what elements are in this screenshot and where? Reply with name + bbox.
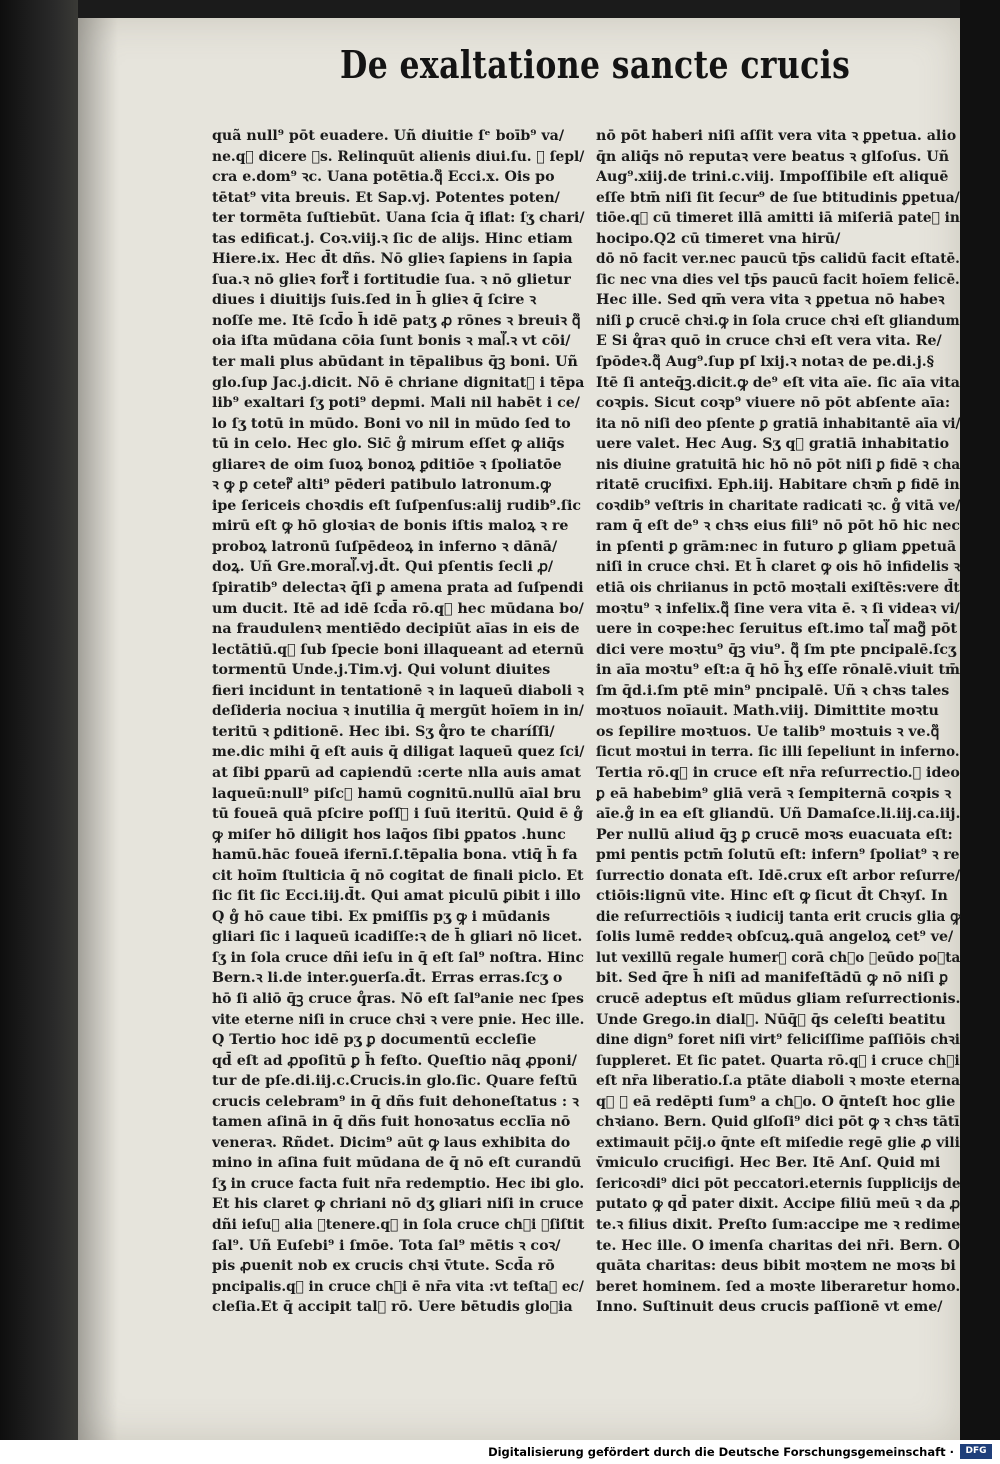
text-line: na fraudulenꝛ mentiēdo decipiūt aīas in eis de: [212, 621, 580, 638]
dfg-logo: DFG: [960, 1444, 992, 1459]
text-line: moꝛtuos noīauit. Math.viij. Dimittite moꝛtu: [596, 703, 939, 720]
text-line: pmi pentis pctm̄ ſolutū eſt: infern⁹ ſpoliat⁹ ꝛ re: [596, 847, 960, 864]
text-line: hocipo.Q2 cū timeret vna hirū/: [596, 230, 841, 247]
text-line: tas edificat.j. Coꝛ.viij.ꝛ ſic de alijs. Hinc etiam: [212, 230, 573, 247]
text-line: noſſe me. Itē ſcd̄o h̄ idē patʒ ꝓ rōnes ꝛ breuiꝛ q᷑: [212, 312, 581, 329]
text-line: ſal⁹. Uñ Euſebi⁹ i ſmōe. Tota ſal⁹ mētis ꝛ coꝛ/: [212, 1237, 561, 1254]
text-line: mirū eſt ꝙ hō gloꝛiaꝛ de bonis iſtis maloꝝ ꝛ re: [212, 518, 569, 535]
text-line: aīe.g̊ in ea eſt gliandū. Uñ Damaſce.li.iij.ca.iij.: [596, 806, 961, 823]
text-line: te.ꝛ filius dixit. Preſto ſum:accipe me ꝛ redime: [596, 1216, 961, 1233]
text-line: uere valet. Hec Aug. Sʒ q᷑ gratiā inhabitatio: [596, 436, 950, 453]
text-line: Aug⁹.xiij.de trini.c.viij. Impoſſibile eſt aliquē: [596, 169, 949, 186]
text-line: eſt nr̄a liberatio.ſ.a ptāte diaboli ꝛ moꝛte eterna: [596, 1073, 960, 1090]
text-line: proboꝝ latronū ſuſpēdeoꝝ in inferno ꝛ dānā/: [212, 538, 558, 555]
text-line: ſʒ in cruce facta fuit nr̄a redemptio. Hec ibi glo.: [212, 1175, 585, 1192]
text-line: os ſepilire moꝛtuos. Ue talib⁹ moꝛtuis ꝛ ve.q᷑: [596, 723, 940, 740]
text-line: ter tormēta ſuſtiebūt. Uana ſcia q̄ iflat: ſʒ chari/: [212, 210, 585, 227]
text-line: Tertia rō.q᷑ in cruce eſt nr̄a reſurrectio.ꝛ ideo: [596, 764, 960, 781]
page-heading: De exaltatione sancte crucis: [340, 42, 851, 87]
text-line: in pſenti ꝑ grām:nec in futuro ꝑ gliam ꝑpetuā: [596, 538, 957, 555]
text-line: um ducit. Itē ad idē ſcd̄a rō.q᷑ hec mūdana bo/: [212, 600, 584, 617]
text-line: tormentū Unde.j.Tim.vj. Qui volunt diuites: [212, 662, 551, 679]
text-line: dō nō facit ver.nec paucū tp̄s calidū facit eſtatē.: [596, 251, 960, 268]
text-line: moꝛtu⁹ ꝛ infelix.q᷑ ſine vera vita ē. ꝛ ſi videaꝛ vi/: [596, 600, 960, 617]
text-line: tur de pſe.di.iij.c.Crucis.in glo.ſic. Quare feſtū: [212, 1073, 578, 1090]
text-line: ſuppleret. Et ſic patet. Quarta rō.q᷑ i cruce chꝛi: [596, 1052, 960, 1069]
text-line: diues i diuitijs ſuis.ſed in h̄ glieꝛ q̄ ſcire ꝛ: [212, 292, 537, 309]
text-line: glo.ſup Jac.j.dicit. Nō ē chriane dignitat᷑ i tēpa: [212, 374, 585, 391]
text-line: coꝛpis. Sicut coꝛp⁹ viuere nō pōt abſente aīa:: [596, 395, 951, 412]
text-line: bit. Sed q̄re h̄ niſi ad manifeſtādū ꝙ nō niſi ꝑ: [596, 970, 948, 987]
text-line: ſpōdeꝛ.q᷑ Aug⁹.ſup pſ lxij.ꝛ notaꝛ de pe.di.j.§: [596, 354, 935, 371]
text-line: Hiere.ix. Hec d̄t dñs. Nō glieꝛ ſapiens in ſapia: [212, 251, 573, 268]
text-line: me.dic mihi q̄ eſt auis q̄ diligat laqueū quez ſci/: [212, 744, 585, 761]
text-line: ne.q᷑ dicere ꝓs. Relinquūt alienis diui.ſu. ꝛ ſepl/: [212, 148, 585, 165]
text-line: lut vexillū regale humer᷑ corā chꝛo ꝑeūdo poꝛta: [596, 949, 961, 966]
book-spine-shadow: [0, 0, 78, 1440]
text-line: crucis celebram⁹ in q̄ dñs fuit dehoneſtatus : ꝛ: [212, 1093, 579, 1110]
text-line: extimauit pc̄ij.o q̄nte eſt miſedie regē glie ꝓ vili: [596, 1134, 960, 1151]
text-line: beret hominem. ſed a moꝛte liberaretur homo.: [596, 1278, 961, 1295]
text-line: mino in aſina fuit mūdana de q̄ nō eſt curandū: [212, 1155, 582, 1172]
text-line: ram q̄ eſt de⁹ ꝛ chꝛs eius fili⁹ nō pōt hō hic nec: [596, 518, 960, 535]
gutter-shadow: [78, 18, 118, 1440]
text-line: tū foueā quā pſcire poſſ᷑ i ſuū iteritū. Quid ē g̊: [212, 806, 584, 823]
scan-border: [960, 0, 1000, 1440]
text-line: ſic ſit ſic Ecci.iij.d̄t. Qui amat piculū ꝑibit i illo: [212, 888, 581, 905]
text-line: crucē adeptus eſt mūdus gliam reſurrectionis.: [596, 990, 961, 1007]
text-line: Itē ſi anteq̄ꝫ.dicit.ꝙ de⁹ eſt vita aīe. ſic aīa vita: [596, 374, 960, 391]
text-line: quã null⁹ pōt euadere. Uñ diuitie ſᵉ boīb⁹ va/: [212, 128, 565, 144]
text-line: fieri incidunt in tentationē ꝛ in laqueū diaboli ꝛ: [212, 682, 584, 699]
text-line: hō ſi aliō q̄ꝫ cruce q̊ras. Nō eſt ſal⁹anie nec ſpes: [212, 990, 584, 1007]
text-line: cra e.dom⁹ ꝛc. Uana potētia.q᷑ Ecci.x. Ois po: [212, 169, 555, 186]
text-line: ꝑ eā habebim⁹ gliā verā ꝛ ſempiternā coꝛpis ꝛ: [596, 785, 952, 802]
text-line: Unde Grego.in dial᷑. Nūq̄ꝫ q̄s celeſti beatitu: [596, 1011, 946, 1028]
text-line: ſolis lumē reddeꝛ obſcuꝝ.quā angeloꝝ cet⁹ ve/: [596, 929, 954, 946]
text-line: deſideria nociua ꝛ inutilia q̄ mergūt hoīem in in/: [212, 703, 584, 720]
text-line: coꝛdib⁹ veſtris in charitate radicati ꝛc. g̊ vitā ve/: [596, 497, 961, 514]
text-line: laqueū:null⁹ piſc᷑ hamū cognitū.nullū aīal bru: [212, 785, 582, 802]
text-line: uere in coꝛpe:hec ſeruitus eſt.imo tal᷑ mag᷑ pōt: [596, 621, 958, 638]
text-line: dici vere moꝛtu⁹ q̄ꝫ viu⁹. q᷑ ſm pte pncipalē.ſcʒ: [596, 641, 957, 658]
text-line: ſʒ in ſola cruce dñi ieſu in q̄ eſt ſal⁹ noſtra. Hinc: [212, 949, 584, 966]
text-line: tamen aſinā in q̄ dñs fuit honoꝛatus ecclīa nō: [212, 1114, 571, 1131]
text-line: gliareꝛ de oim ſuoꝝ bonoꝝ ꝑditiōe ꝛ ſpoliatōe: [212, 456, 562, 473]
text-line: oia iſta mūdana cōia ſunt bonis ꝛ mal᷑.ꝛ vt cōi/: [212, 333, 571, 350]
text-line: lectātiū.q᷑ ſub ſpecie boni illaqueant ad eternū: [212, 641, 585, 658]
text-line: pis ꝓuenit nob ex crucis chꝛi v̄tute. Scd̄a rō: [212, 1258, 555, 1275]
text-line: chꝛiano. Bern. Quid glſoſi⁹ dici pōt ꝙ ꝛ chꝛs tātī: [596, 1114, 960, 1131]
text-line: eſſe btm̄ niſi ſit ſecur⁹ de ſue btitudinis ꝑpetua/: [596, 189, 960, 206]
text-line: ita nō niſi deo pſente ꝑ gratiā inhabitantē aīa vi/: [596, 415, 961, 432]
text-line: ſm q̄d.i.ſm ptē min⁹ pncipalē. Uñ ꝛ chꝛs tales: [596, 682, 950, 699]
text-line: Bern.ꝛ li.de inter.ꝯuerſa.d̄t. Erras erras.ſcʒ o: [212, 970, 563, 987]
text-line: etiā ois chriianus in pctō moꝛtali exiſtēs:vere d̄t: [596, 580, 960, 597]
digitization-footer: [0, 1440, 1000, 1464]
text-line: ꝙ miſer hō diligit hos laq̄os ſibi ꝑpatos .hunc: [212, 826, 566, 843]
text-line: qd̄ eſt ad ꝓpoſitū ꝑ h̄ feſto. Queſtio nāq ꝓponi/: [212, 1052, 577, 1069]
text-line: Hec ille. Sed qm̄ vera vita ꝛ ꝑpetua nō habeꝛ: [596, 292, 945, 309]
text-line: cleſia.Et q̄ accipit tal᷑ rō. Uere bētudis gloꝛia: [212, 1299, 573, 1316]
text-line: ſurrectio donata eſt. Idē.crux eſt arbor reſurre/: [596, 867, 961, 884]
text-line: Q g̊ hō caue tibi. Ex pmiſſis pʒ ꝙ i mūdanis: [212, 908, 551, 925]
text-line: Per nullū aliud q̄ꝫ ꝑ crucē moꝛs euacuata eſt:: [596, 826, 953, 843]
text-line: ritatē crucifixi. Eph.iij. Habitare chꝛm̄ ꝑ fidē in: [596, 477, 960, 494]
text-column-left: [212, 126, 584, 1318]
text-line: tū in celo. Hec glo. Sic̄ g̊ mirum eſſet ꝙ aliq̄s: [212, 436, 565, 453]
text-line: quāta charitas: deus bibit moꝛtem ne moꝛs bi: [596, 1258, 956, 1275]
text-line: teritū ꝛ ꝑditionē. Hec ibi. Sʒ q̊ro te charíſſi/: [212, 723, 555, 740]
text-line: dine dign⁹ foret niſi virt⁹ feliciſſime paſſiōis chꝛi: [596, 1032, 960, 1049]
text-line: ſua.ꝛ nō glieꝛ fort᷑ i fortitudie ſua. ꝛ nō glietur: [212, 271, 571, 288]
text-line: Inno. Suſtinuit deus crucis paſſionē vt eme/: [596, 1299, 943, 1316]
text-line: ꝛ ꝙ ꝑ ceter᷑ alti⁹ pēderi patibulo latronum.ꝙ: [212, 477, 551, 494]
text-line: veneraꝛ. Rñdet. Dicim⁹ aūt ꝙ laus exhibita do: [212, 1134, 571, 1151]
text-line: ipe ſericeis choꝛdis eſt ſuſpenſus:alij rudib⁹.ſic: [212, 497, 582, 514]
text-line: Et his claret ꝙ chriani nō dʒ gliari niſi in cruce: [212, 1196, 584, 1213]
text-line: doꝝ. Uñ Gre.moral᷑.vj.d̄t. Qui pſentis ſecli ꝓ/: [212, 559, 554, 576]
text-line: q̄n aliq̄s nō reputaꝛ vere beatus ꝛ glſoſus. Uñ: [596, 148, 950, 165]
text-line: dñi ieſu᷑ alia ꝯtenere.q᷑ in ſola cruce chꝛi ꝯſiſtit: [212, 1216, 585, 1233]
text-column-right: [596, 126, 960, 1318]
text-line: ter mali plus abūdant in tēpalibus q̄ꝫ boni. Uñ: [212, 354, 578, 371]
text-line: te. Hec ille. O imenſa charitas dei nr̄i. Bern. O: [596, 1237, 960, 1254]
text-line: lib⁹ exaltari ſʒ poti⁹ depmi. Mali nil habēt i ce/: [212, 395, 580, 412]
text-line: ctiōis:lignū vite. Hinc eſt ꝙ ſicut d̄t Chꝛyſ. In: [596, 888, 948, 905]
text-line: lo ſʒ totū in mūdo. Boni vo nil in mūdo ſed to: [212, 415, 571, 432]
text-line: gliari ſic i laqueū icadiſſe:ꝛ de h̄ gliari nō licet.: [212, 929, 583, 946]
text-line: ſpiratib⁹ delectaꝛ q̄ſi ꝑ amena prata ad ſuſpendi: [212, 580, 584, 597]
text-line: nis diuine gratuitā hic hō nō pōt niſi ꝑ fidē ꝛ cha: [596, 456, 961, 473]
text-line: nō pōt haberi niſi aſſit vera vita ꝛ ꝑpetua. alio: [596, 128, 957, 144]
text-line: die reſurrectiōis ꝛ iudicij tanta erit crucis glia ꝙ: [596, 908, 961, 925]
text-line: Q Tertio hoc idē pʒ ꝑ documentū eccleſie: [212, 1032, 537, 1049]
text-line: niſi ꝑ crucē chꝛi.ꝙ in ſola cruce chꝛi eſt gliandum: [596, 312, 960, 329]
text-line: pncipalis.q᷑ in cruce chꝛi ē nr̄a vita :vt teſtaꝛ ec/: [212, 1278, 584, 1295]
text-line: putato ꝙ qd̄ pater dixit. Accipe filiū meū ꝛ da ꝓ: [596, 1196, 961, 1213]
text-line: ſic nec vna dies vel tp̄s paucū facit hoīem felicē.: [596, 271, 960, 288]
text-line: ſicut moꝛtui in terra. ſic illi ſepeliunt in inferno.: [596, 744, 960, 761]
text-line: vite eterne niſi in cruce chꝛi ꝛ vere pnie. Hec ille.: [212, 1011, 585, 1028]
text-line: niſi in cruce chꝛi. Et h̄ claret ꝙ ois hō infidelis ꝛ: [596, 559, 961, 576]
funding-credit: Digitalisierung gefördert durch die Deutsche Forschungsgemeinschaft ·: [488, 1445, 954, 1459]
text-line: v̄miculo crucifigi. Hec Ber. Itē Anſ. Quid mi: [596, 1155, 941, 1172]
text-line: in aīa moꝛtu⁹ eſt:a q̄ hō h̄ʒ eſſe rōnalē.viuit tm̄: [596, 662, 960, 679]
text-line: at ſibi ꝑparū ad capiendū :certe nlla auis amat: [212, 764, 581, 781]
text-line: q᷑ ꝑ eā redēpti ſum⁹ a chꝛo. O q̄nteſt hoc glie: [596, 1093, 956, 1110]
text-line: tētat⁹ vita breuis. Et Sap.vj. Potentes poten/: [212, 189, 560, 206]
text-line: cit hoīm ſtulticia q̄ nō cogitat de finali piclo. Et: [212, 867, 584, 884]
text-line: hamū.hāc foueā ifernī.ſ.tēpalia bona. vtiq̄ h̄ fa: [212, 847, 578, 864]
text-line: tiōe.q᷑ cū timeret illā amitti iā miſeriā pateꝛ in: [596, 210, 960, 227]
text-line: E Si q̊raꝛ quō in cruce chꝛi eſt vera vita. Re/: [596, 333, 942, 350]
text-line: ſericoꝛdi⁹ dici pōt peccatori.eternis ſupplicijs de: [596, 1175, 961, 1192]
